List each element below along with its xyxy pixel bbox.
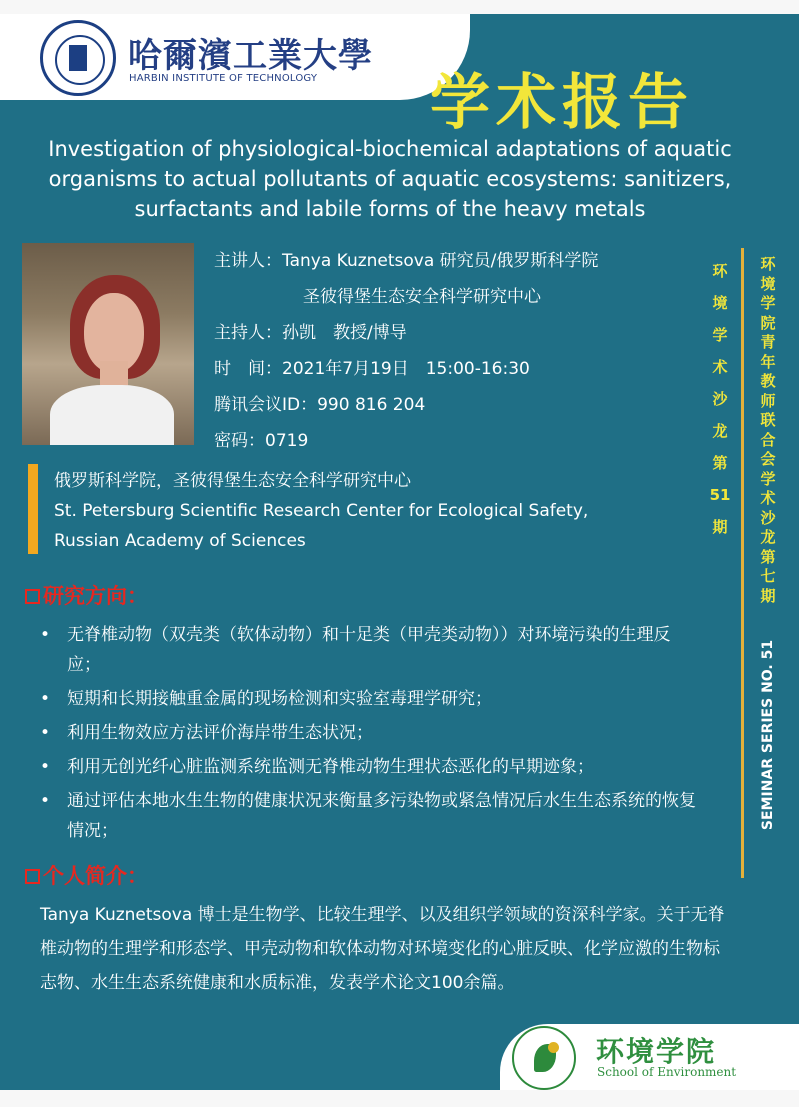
school-emblem-icon bbox=[512, 1026, 576, 1090]
bottom-white-band bbox=[0, 1090, 799, 1107]
vertical-char: 学 bbox=[712, 326, 728, 344]
vertical-char: 第 bbox=[760, 547, 776, 566]
affiliation-block bbox=[54, 466, 588, 556]
seminar-series-en bbox=[756, 640, 780, 830]
vertical-char: 教 bbox=[760, 372, 776, 390]
list-item: • 利用无创光纤心脏监测系统监测无脊椎动物生理状态恶化的早期迹象； bbox=[38, 752, 703, 782]
vertical-char: 51 bbox=[709, 486, 731, 504]
university-emblem-icon bbox=[40, 20, 116, 96]
vertical-char: 青 bbox=[760, 333, 776, 351]
list-item: • 无脊椎动物（双壳类（软体动物）和十足类（甲壳类动物））对环境污染的生理反应； bbox=[38, 620, 703, 680]
vertical-char: 境 bbox=[712, 294, 728, 312]
university-name-en: HARBIN INSTITUTE OF TECHNOLOGY bbox=[129, 73, 318, 84]
speaker-photo bbox=[22, 243, 194, 445]
vertical-char: 联 bbox=[760, 411, 776, 429]
affiliation-en-1: St. Petersburg Scientific Research Center for Ecological Safety, bbox=[54, 501, 589, 521]
vertical-char: 期 bbox=[712, 518, 728, 536]
vertical-char: 龙 bbox=[712, 422, 728, 440]
research-list bbox=[38, 620, 703, 850]
academic-report-banner: 学术报告 bbox=[430, 68, 694, 138]
vertical-char: 会 bbox=[760, 450, 776, 468]
affiliation-accent-bar bbox=[28, 464, 38, 554]
seminar-series-text: SEMINAR SERIES NO. 51 bbox=[760, 639, 776, 831]
vertical-char: 沙 bbox=[712, 390, 728, 408]
affiliation-en-2: Russian Academy of Sciences bbox=[54, 531, 306, 551]
school-name-cn: 环境学院 bbox=[596, 1035, 717, 1068]
vertical-char: 环 bbox=[760, 255, 776, 273]
bio-heading: 个人简介： bbox=[25, 860, 148, 890]
talk-title: Investigation of physiological-biochemical adaptations of aquatic organisms to actual pollutants of aquatic ecosystems: sanitizers, surfactants and labile forms of the heavy metals bbox=[48, 137, 732, 221]
talk-info bbox=[214, 243, 598, 459]
vertical-char: 环 bbox=[712, 262, 728, 280]
salon-vertical-label bbox=[707, 255, 733, 543]
bio-text: Tanya Kuznetsova 博士是生物学、比较生理学、以及组织学领域的资深科学家。关于无脊椎动物的生理学和形态学、甲壳动物和软体动物对环境变化的心脏反映、化学应激的生物标志物、水生生态系统健康和水质标准，发表学术论文100余篇。 bbox=[40, 905, 725, 993]
speaker-line: 主讲人：Tanya Kuznetsova 研究员/俄罗斯科学院 bbox=[214, 251, 599, 271]
list-item: • 通过评估本地水生生物的健康状况来衡量多污染物或紧急情况后水生生态系统的恢复情况； bbox=[38, 786, 703, 846]
vertical-char: 学 bbox=[760, 469, 776, 488]
research-heading: 研究方向： bbox=[25, 580, 148, 610]
meeting-id-line: 腾讯会议ID：990 816 204 bbox=[214, 395, 426, 415]
checkbox-square-icon bbox=[25, 869, 40, 884]
vertical-char: 院 bbox=[760, 313, 776, 332]
vertical-char: 师 bbox=[760, 391, 776, 410]
affiliation-cn: 俄罗斯科学院，圣彼得堡生态安全科学研究中心 bbox=[54, 471, 411, 491]
list-item: • 利用生物效应方法评价海岸带生态状况； bbox=[38, 718, 703, 748]
vertical-char: 七 bbox=[760, 567, 776, 585]
vertical-char: 术 bbox=[760, 489, 776, 507]
vertical-char: 龙 bbox=[760, 528, 776, 546]
list-item: • 短期和长期接触重金属的现场检测和实验室毒理学研究； bbox=[38, 684, 703, 714]
vertical-char: 年 bbox=[760, 352, 776, 371]
school-name-en: School of Environment bbox=[597, 1065, 737, 1079]
vertical-char: 术 bbox=[712, 358, 728, 376]
speaker-affiliation-line: 圣彼得堡生态安全科学研究中心 bbox=[303, 287, 541, 307]
host-line: 主持人：孙凯 教授/博导 bbox=[214, 323, 407, 343]
vertical-char: 境 bbox=[760, 274, 776, 293]
vertical-char: 学 bbox=[760, 294, 776, 312]
vertical-char: 期 bbox=[760, 586, 776, 605]
vertical-char: 沙 bbox=[760, 508, 776, 527]
vertical-char: 第 bbox=[712, 454, 728, 472]
checkbox-square-icon bbox=[25, 589, 40, 604]
top-white-band bbox=[0, 0, 799, 14]
university-name-cn: 哈爾濱工業大學 bbox=[128, 36, 373, 76]
time-line: 时 间：2021年7月19日 15:00-16:30 bbox=[214, 359, 530, 379]
password-line: 密码：0719 bbox=[214, 431, 309, 451]
vertical-char: 合 bbox=[760, 430, 776, 449]
gold-divider-line bbox=[741, 248, 744, 878]
series-vertical-label bbox=[754, 255, 782, 606]
